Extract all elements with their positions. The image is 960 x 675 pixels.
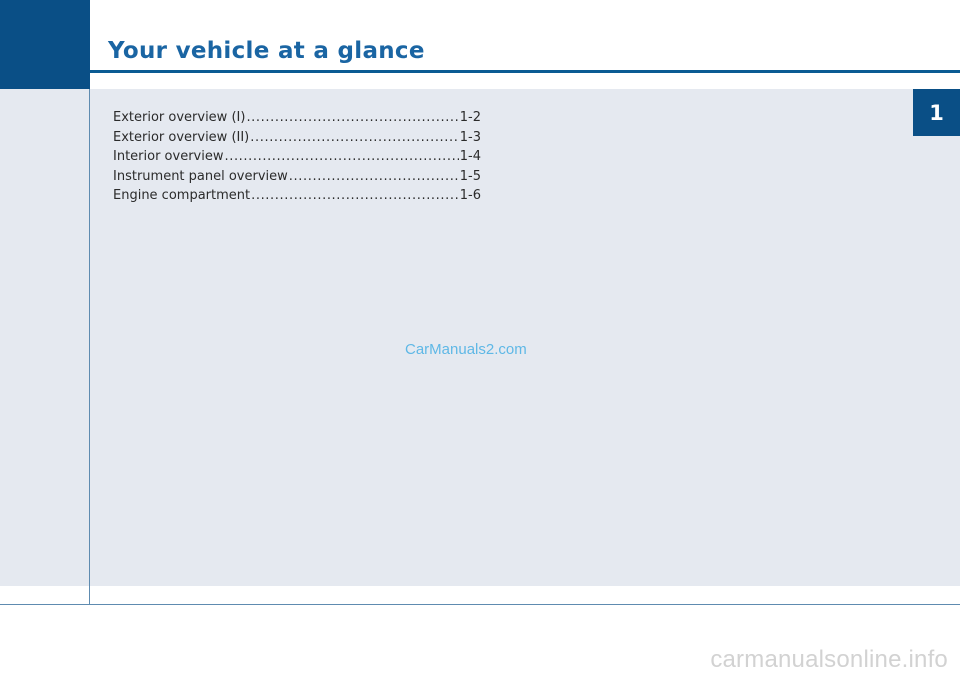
toc-entry-label: Instrument panel overview — [113, 168, 288, 184]
dot-leader — [250, 128, 459, 148]
toc-entry[interactable] — [113, 128, 481, 148]
toc-entry[interactable] — [113, 147, 481, 167]
chapter-tab[interactable] — [913, 89, 960, 136]
dot-leader — [251, 186, 459, 206]
bottom-rule — [0, 604, 960, 605]
chapter-number: 1 — [929, 100, 944, 125]
toc-entry-page: 1-5 — [459, 168, 481, 184]
toc-entry-page: 1-4 — [459, 149, 481, 164]
toc-entry[interactable] — [113, 108, 481, 128]
dot-leader — [224, 147, 458, 167]
watermark-text: CarManuals2.com — [405, 341, 527, 358]
table-of-contents — [113, 108, 481, 206]
dot-leader — [289, 167, 459, 187]
toc-entry-page: 1-3 — [459, 129, 481, 145]
toc-entry-page: 1-6 — [459, 188, 481, 203]
left-margin-rule — [89, 89, 90, 605]
title-rule — [90, 70, 960, 73]
toc-entry[interactable] — [113, 167, 481, 187]
page-title: Your vehicle at a glance — [108, 38, 425, 64]
toc-entry-label: Interior overview — [113, 149, 224, 164]
toc-entry-page: 1-2 — [459, 110, 481, 125]
header-corner-block — [0, 0, 90, 89]
dot-leader — [246, 108, 458, 128]
toc-entry-label: Engine compartment — [113, 188, 251, 203]
toc-entry-label: Exterior overview (I) — [113, 110, 246, 125]
footer-site-text: carmanualsonline.info — [710, 646, 948, 673]
toc-entry[interactable] — [113, 186, 481, 206]
toc-entry-label: Exterior overview (II) — [113, 129, 250, 145]
